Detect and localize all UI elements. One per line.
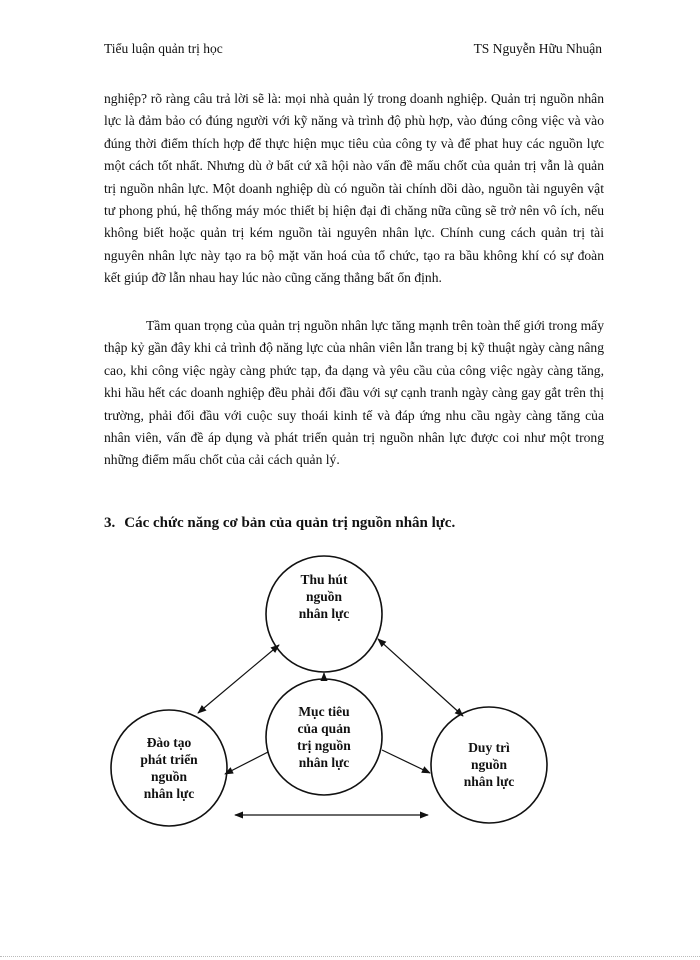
- section-number: 3.: [104, 515, 116, 531]
- header-author: TS Nguyễn Hữu Nhuận: [473, 41, 602, 56]
- arrow-center-to-left: [225, 752, 268, 774]
- header-title: Tiểu luận quản trị học: [104, 41, 223, 56]
- label-training: Đào tạo phát triển nguồn nhân lực: [140, 735, 198, 801]
- hr-functions-diagram: [0, 540, 700, 860]
- page-bottom-rule: [0, 956, 700, 957]
- section-title: Các chức năng cơ bản của quản trị nguồn nhân lực.: [124, 515, 456, 531]
- arrow-center-to-right: [382, 750, 430, 773]
- label-objective: Mục tiêu của quản trị nguồn nhân lực: [297, 704, 351, 770]
- section-heading: [104, 513, 604, 533]
- body-paragraph-1: nghiệp? rõ ràng câu trả lời sẽ là: mọi nhà quản lý trong doanh nghiệp. Quản trị nguồn nhân lực là đảm bảo có đúng người với kỹ năng và trình độ phù hợp, vào đúng công việc và vào đúng thời điểm thích hợp để thực hiện mục tiêu của công ty và để phat huy các nguồn lực một cách tốt nhất. Nhưng dù ở bất cứ xã hội nào vấn đề mấu chốt của quản trị vẫn là quản trị nguồn nhân lực. Một doanh nghiệp dù có nguồn tài chính dồi dào, nguồn tài nguyên vật tư phong phú, hệ thống máy móc thiết bị hiện đại đi chăng nữa cũng sẽ trở nên vô ích, nếu không biết hoặc quản trị kém nguồn tài nguyên nhân lực. Chính cung cách quản trị tài nguyên nhân lực này tạo ra bộ mặt văn hoá của tổ chức, tạo ra bầu không khí có sự đoàn kết giúp đỡ lẫn nhau hay lúc nào cũng căng thẳng bất ổn định.: [104, 91, 604, 286]
- label-attract: Thu hút nguồn nhân lực: [298, 572, 350, 621]
- arrow-top-right: [378, 639, 463, 716]
- page-header: [104, 40, 602, 58]
- label-retain: Duy trì nguồn nhân lực: [463, 740, 515, 789]
- body-paragraph-2: Tầm quan trọng của quản trị nguồn nhân lực tăng mạnh trên toàn thế giới trong mấy thập kỷ gần đây khi cả trình độ năng lực của nhân viên lẫn trang bị kỹ thuật ngày càng nâng cao, khi công việc ngày càng phức tạp, đa dạng và yêu cầu của công việc ngày càng tăng, khi hầu hết các doanh nghiệp đều phải đối đầu với sự cạnh tranh ngày càng gay gắt trên thị trường, phải đối đầu với cuộc suy thoái kinh tế và đáp ứng nhu cầu ngày càng tăng của nhân viên, vấn đề áp dụng và phát triển quản trị nguồn nhân lực được coi như một trong những điểm mấu chốt của cải cách quản lý.: [104, 318, 604, 468]
